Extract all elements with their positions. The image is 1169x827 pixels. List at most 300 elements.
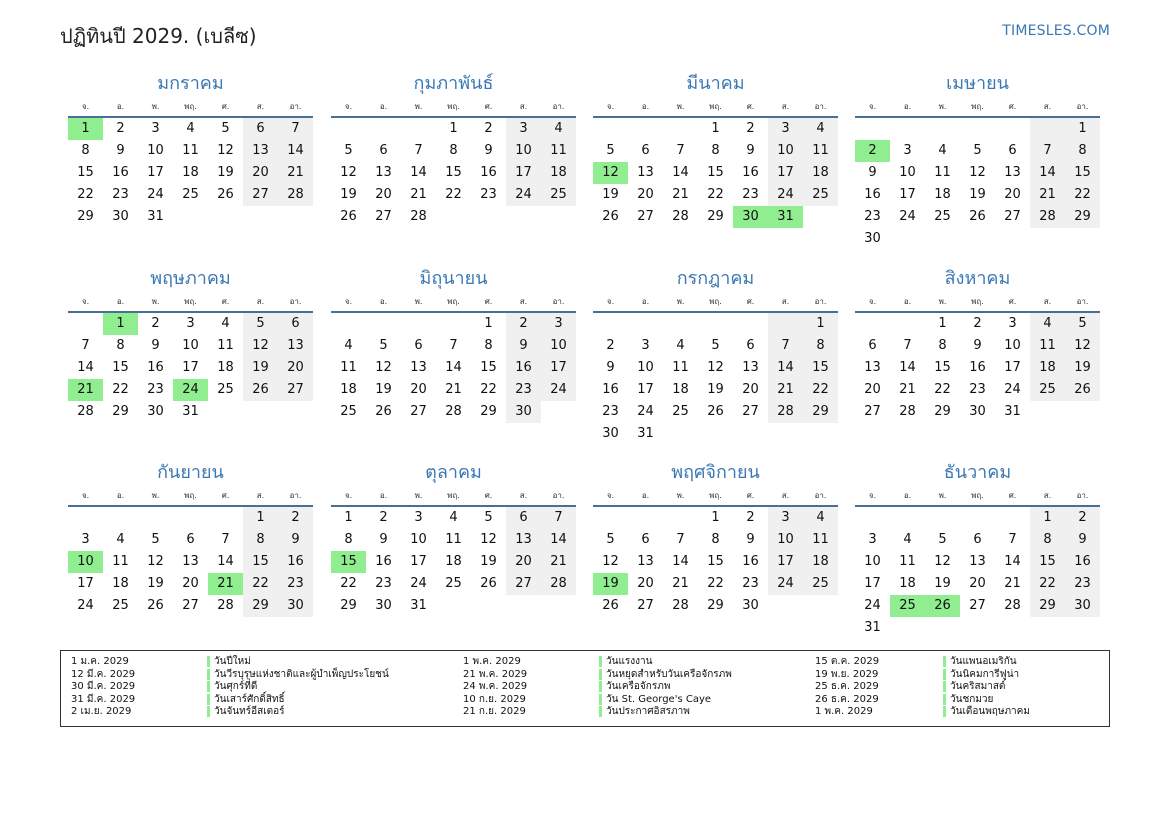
empty-cell [593,118,628,140]
day-cell: 10 [410,532,427,547]
day-cell: 5 [379,338,388,353]
day-cell: 8 [1030,529,1065,551]
day-cell: 29 [1065,206,1100,228]
holiday-row [71,706,389,719]
day-cell: 20 [243,162,278,184]
weekday-label: พฤ. [184,102,197,111]
day-cell: 26 [969,209,986,224]
weekday-label: อ. [116,297,125,306]
holiday-name: วันปีใหม่ [207,656,251,667]
month-name: สิงหาคม [944,268,1011,289]
day-cell: 6 [868,338,877,353]
day-cell: 4 [116,532,125,547]
weekday-header [855,96,1100,118]
month-1 [68,72,313,228]
day-cell: 6 [973,532,982,547]
day-cell: 11 [112,554,129,569]
day-cell: 24 [637,404,654,419]
day-cell: 11 [899,554,916,569]
day-cell: 1 [1030,507,1065,529]
day-cell: 13 [278,335,313,357]
day-cell: 22 [445,187,462,202]
day-cell: 30 [969,404,986,419]
day-cell: 8 [243,529,278,551]
day-cell: 29 [934,404,951,419]
day-cell: 15 [331,551,366,573]
day-cell: 17 [768,551,803,573]
empty-cell [733,313,768,335]
empty-cell [768,595,803,617]
day-cell: 3 [641,338,650,353]
day-cell: 13 [182,554,199,569]
holiday-date: 31 มี.ค. 2029 [71,693,136,705]
day-cell: 28 [1004,598,1021,613]
day-cell: 21 [541,551,576,573]
empty-cell [663,507,698,529]
day-grid [331,313,576,423]
day-cell: 21 [768,379,803,401]
day-cell: 11 [672,360,689,375]
day-cell: 15 [77,165,94,180]
day-grid [68,313,313,423]
empty-cell [733,423,768,445]
day-cell: 10 [899,165,916,180]
weekday-label: พฤ. [447,297,460,306]
day-cell: 31 [182,404,199,419]
day-cell: 4 [903,532,912,547]
weekday-label: ศ. [1008,102,1017,111]
weekday-label: อา. [552,491,565,500]
empty-cell [541,401,576,423]
holiday-name: วันคริสมาสต์ [943,681,1005,692]
empty-cell [768,423,803,445]
day-cell: 16 [147,360,164,375]
day-cell: 26 [707,404,724,419]
empty-cell [1030,228,1065,250]
day-cell: 26 [602,598,619,613]
day-cell: 25 [672,404,689,419]
holiday-name: วันหยุดสำหรับวันเครือจักรภพ [599,669,732,680]
holiday-name: วันแพนอเมริกัน [943,656,1017,667]
day-cell: 26 [217,187,234,202]
day-cell: 1 [711,510,720,525]
holiday-date: 10 ก.ย. 2029 [463,693,526,705]
day-cell: 7 [903,338,912,353]
day-cell: 12 [480,532,497,547]
empty-cell [855,507,890,529]
day-cell: 14 [278,140,313,162]
day-cell: 20 [742,382,759,397]
day-cell: 11 [803,140,838,162]
day-cell: 26 [375,404,392,419]
holiday-column-2 [463,656,732,719]
day-cell: 2 [506,313,541,335]
empty-cell [331,118,366,140]
holiday-row [71,669,389,682]
holiday-name: วันศุกร์ที่ดี [207,681,257,692]
day-cell: 28 [672,598,689,613]
empty-cell [960,507,995,529]
day-cell: 5 [484,510,493,525]
weekday-label: จ. [81,102,90,111]
month-11 [593,461,838,617]
day-cell: 3 [903,143,912,158]
day-cell: 5 [973,143,982,158]
weekday-label: ศ. [1008,297,1017,306]
day-cell: 28 [77,404,94,419]
weekday-label: จ. [344,297,353,306]
day-cell: 6 [746,338,755,353]
day-cell: 29 [340,598,357,613]
holiday-name: วันจันทร์อีสเตอร์ [207,706,285,717]
day-cell: 13 [637,165,654,180]
day-cell: 27 [637,209,654,224]
weekday-label: อ. [903,297,912,306]
day-cell: 4 [938,143,947,158]
day-cell: 29 [707,598,724,613]
day-cell: 6 [641,143,650,158]
holiday-name: วันประกาศอิสรภาพ [599,706,690,717]
weekday-label: พ. [676,102,685,111]
day-cell: 8 [711,143,720,158]
day-cell: 8 [484,338,493,353]
day-grid [855,118,1100,250]
day-cell: 2 [151,316,160,331]
empty-cell [541,206,576,228]
day-cell: 28 [278,184,313,206]
day-cell: 8 [1065,140,1100,162]
day-cell: 5 [711,338,720,353]
day-cell: 29 [112,404,129,419]
day-cell: 20 [278,357,313,379]
month-7 [593,267,838,445]
day-cell: 6 [379,143,388,158]
day-cell: 14 [1004,554,1021,569]
day-cell: 6 [186,532,195,547]
day-cell: 13 [1004,165,1021,180]
day-cell: 13 [637,554,654,569]
holiday-row [815,681,1030,694]
empty-cell [663,313,698,335]
day-cell: 11 [1030,335,1065,357]
day-cell: 10 [864,554,881,569]
weekday-header [68,291,313,313]
day-cell: 5 [221,121,230,136]
day-cell: 16 [742,554,759,569]
day-cell: 24 [768,184,803,206]
day-grid [68,507,313,617]
empty-cell [995,507,1030,529]
weekday-label: อา. [289,102,302,111]
empty-cell [68,313,103,335]
day-cell: 2 [1065,507,1100,529]
empty-cell [855,313,890,335]
weekday-label: ส. [1043,297,1052,306]
day-cell: 2 [746,510,755,525]
weekday-label: อ. [379,491,388,500]
day-cell: 27 [742,404,759,419]
holiday-date: 1 ม.ค. 2029 [71,656,129,667]
empty-cell [173,206,208,228]
empty-cell [138,507,173,529]
day-cell: 16 [506,357,541,379]
day-cell: 15 [934,360,951,375]
day-cell: 3 [541,313,576,335]
day-cell: 1 [484,316,493,331]
day-cell: 13 [742,360,759,375]
day-cell: 18 [672,382,689,397]
day-cell: 3 [1008,316,1017,331]
empty-cell [803,423,838,445]
day-cell: 9 [151,338,160,353]
day-cell: 8 [116,338,125,353]
day-cell: 30 [742,598,759,613]
day-cell: 25 [112,598,129,613]
weekday-label: อ. [903,491,912,500]
empty-cell [803,206,838,228]
weekday-label: อ. [379,102,388,111]
day-cell: 19 [602,187,619,202]
day-cell: 21 [1004,576,1021,591]
day-cell: 17 [541,357,576,379]
day-cell: 19 [707,382,724,397]
day-cell: 21 [672,187,689,202]
day-cell: 15 [1030,551,1065,573]
weekday-label: ศ. [1008,491,1017,500]
day-cell: 14 [410,165,427,180]
day-cell: 31 [864,620,881,635]
holiday-row [463,656,732,669]
day-cell: 10 [68,551,103,573]
day-cell: 27 [278,379,313,401]
day-cell: 19 [243,357,278,379]
day-cell: 23 [147,382,164,397]
day-cell: 15 [243,551,278,573]
weekday-label: พฤ. [184,297,197,306]
day-cell: 23 [742,576,759,591]
day-cell: 16 [969,360,986,375]
day-cell: 24 [864,598,881,613]
day-cell: 28 [1030,206,1065,228]
day-cell: 5 [151,532,160,547]
day-cell: 14 [217,554,234,569]
day-cell: 4 [541,118,576,140]
day-cell: 17 [864,576,881,591]
day-cell: 20 [1004,187,1021,202]
day-cell: 22 [1065,184,1100,206]
day-cell: 12 [602,554,619,569]
holiday-date: 21 พ.ค. 2029 [463,668,528,680]
day-cell: 27 [969,598,986,613]
day-cell: 17 [182,360,199,375]
day-cell: 2 [855,140,890,162]
empty-cell [803,595,838,617]
day-cell: 13 [506,529,541,551]
weekday-label: ศ. [484,102,493,111]
empty-cell [925,228,960,250]
day-cell: 14 [899,360,916,375]
day-cell: 4 [221,316,230,331]
day-cell: 28 [410,209,427,224]
brand-link[interactable]: TIMESLES.COM [1002,23,1110,39]
day-cell: 20 [506,551,541,573]
day-cell: 24 [410,576,427,591]
day-cell: 12 [593,162,628,184]
empty-cell [890,507,925,529]
weekday-label: จ. [868,297,877,306]
weekday-label: จ. [868,491,877,500]
weekday-label: อา. [552,102,565,111]
weekday-header [331,96,576,118]
holiday-date: 25 ธ.ค. 2029 [815,681,879,692]
day-cell: 26 [147,598,164,613]
empty-cell [960,617,995,639]
day-cell: 21 [278,162,313,184]
weekday-label: ศ. [221,491,230,500]
holiday-name: วันเสาร์ศักดิ์สิทธิ์ [207,694,285,705]
day-cell: 7 [278,118,313,140]
weekday-label: ส. [519,297,528,306]
day-cell: 17 [899,187,916,202]
day-cell: 20 [864,382,881,397]
day-cell: 25 [217,382,234,397]
weekday-label: ศ. [484,297,493,306]
day-cell: 15 [1065,162,1100,184]
empty-cell [855,118,890,140]
day-cell: 26 [602,209,619,224]
day-cell: 23 [864,209,881,224]
empty-cell [890,617,925,639]
weekday-label: อา. [552,297,565,306]
day-cell: 2 [116,121,125,136]
weekday-label: ศ. [746,491,755,500]
weekday-label: อ. [903,102,912,111]
day-cell: 11 [934,165,951,180]
day-cell: 20 [637,576,654,591]
day-cell: 7 [541,507,576,529]
day-cell: 30 [506,401,541,423]
month-5 [68,267,313,423]
holiday-date: 21 ก.ย. 2029 [463,706,526,717]
day-cell: 25 [541,184,576,206]
day-cell: 13 [243,140,278,162]
weekday-header [593,96,838,118]
empty-cell [1065,228,1100,250]
month-name: เมษายน [946,73,1009,94]
day-cell: 27 [864,404,881,419]
weekday-label: ส. [1043,491,1052,500]
day-cell: 25 [1030,379,1065,401]
day-cell: 5 [606,143,615,158]
day-cell: 27 [1004,209,1021,224]
weekday-label: พ. [938,102,947,111]
day-cell: 19 [375,382,392,397]
day-cell: 4 [676,338,685,353]
day-cell: 11 [541,140,576,162]
weekday-label: พ. [414,297,423,306]
day-cell: 3 [81,532,90,547]
day-cell: 15 [112,360,129,375]
day-cell: 22 [707,576,724,591]
empty-cell [593,313,628,335]
holiday-row [815,694,1030,707]
day-cell: 16 [278,551,313,573]
day-cell: 6 [506,507,541,529]
day-cell: 4 [803,507,838,529]
day-cell: 11 [445,532,462,547]
month-name: ตุลาคม [425,462,482,483]
day-grid [855,507,1100,639]
holiday-row [463,694,732,707]
month-10 [331,461,576,617]
weekday-label: จ. [606,102,615,111]
weekday-header [593,291,838,313]
day-cell: 19 [340,187,357,202]
weekday-label: จ. [81,491,90,500]
day-cell: 13 [864,360,881,375]
day-cell: 28 [217,598,234,613]
day-cell: 29 [707,209,724,224]
weekday-label: พ. [151,102,160,111]
weekday-label: พฤ. [709,297,722,306]
holiday-row [71,656,389,669]
month-name: พฤษภาคม [150,268,231,289]
weekday-label: อ. [379,297,388,306]
day-grid [331,507,576,617]
day-cell: 29 [803,401,838,423]
day-cell: 10 [182,338,199,353]
empty-cell [103,507,138,529]
day-cell: 24 [506,184,541,206]
day-cell: 29 [1030,595,1065,617]
weekday-header [68,96,313,118]
empty-cell [208,507,243,529]
day-cell: 13 [969,554,986,569]
day-cell: 18 [803,162,838,184]
holiday-row [463,681,732,694]
day-cell: 16 [742,165,759,180]
weekday-label: ศ. [221,102,230,111]
holiday-name: วันเครือจักรภพ [599,681,670,692]
weekday-label: พฤ. [971,297,984,306]
day-cell: 6 [278,313,313,335]
day-cell: 8 [803,335,838,357]
month-name: มีนาคม [686,73,745,94]
weekday-label: พฤ. [971,491,984,500]
day-cell: 19 [1065,357,1100,379]
day-cell: 30 [112,209,129,224]
day-cell: 5 [1065,313,1100,335]
empty-cell [628,118,663,140]
day-cell: 21 [672,576,689,591]
holiday-date: 30 มี.ค. 2029 [71,681,136,692]
day-cell: 16 [112,165,129,180]
day-cell: 17 [410,554,427,569]
weekday-label: พ. [414,491,423,500]
empty-cell [960,118,995,140]
day-cell: 12 [147,554,164,569]
day-cell: 30 [864,231,881,246]
day-grid [855,313,1100,423]
day-cell: 24 [77,598,94,613]
day-cell: 25 [340,404,357,419]
empty-cell [208,206,243,228]
day-cell: 10 [768,140,803,162]
day-cell: 22 [480,382,497,397]
day-cell: 27 [410,404,427,419]
day-cell: 10 [637,360,654,375]
weekday-header [68,485,313,507]
